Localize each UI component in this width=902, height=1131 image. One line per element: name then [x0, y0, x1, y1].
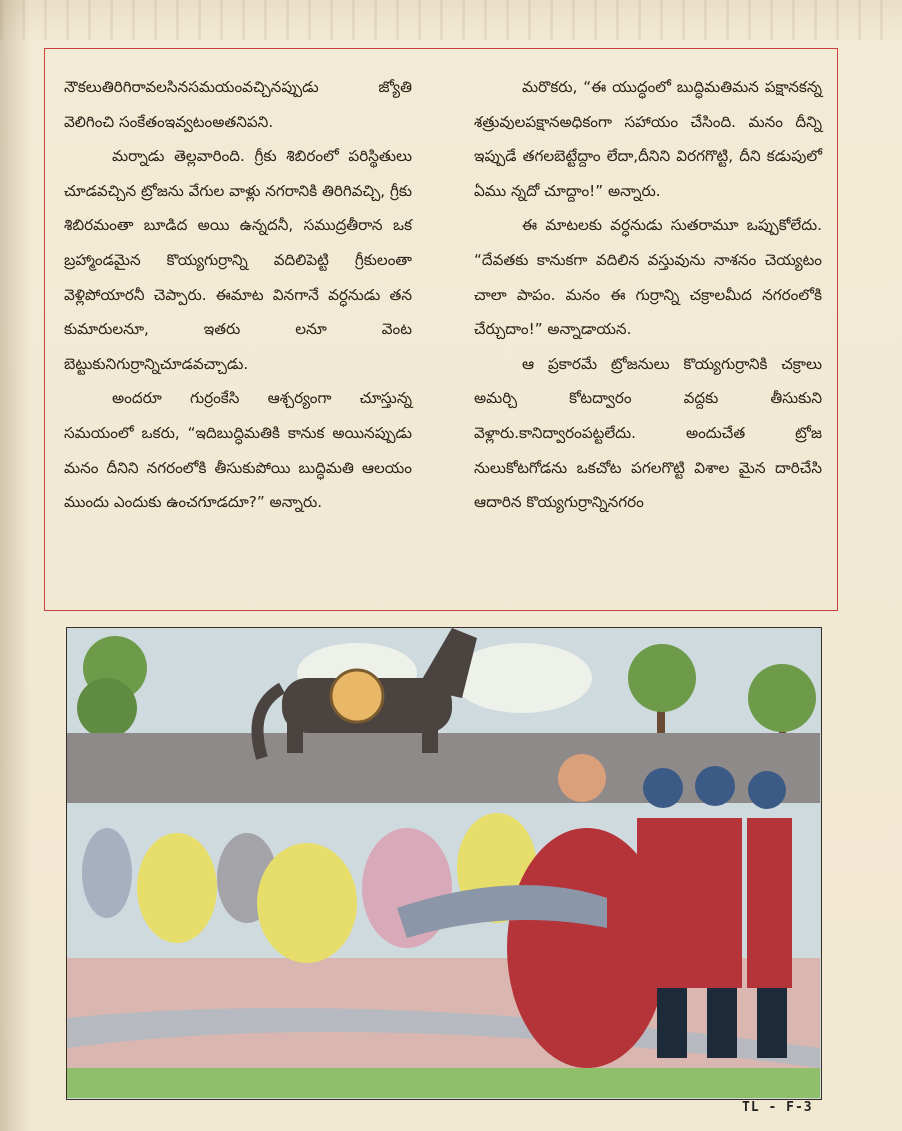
tree-far-right-icon	[748, 664, 816, 732]
helmet-icon	[643, 768, 683, 808]
illustration-canvas	[67, 628, 820, 1098]
paragraph: మరొకరు, “ఈ యుద్ధంలో బుద్ధిమతిమన పక్షానకన్న శత్రువులపక్షానఅధికంగా సహాయం చేసింది. మనం దీన్ని ఇప్పుడే తగలబెట్టేద్దాం లేదా,దీనిని విరగగొట్టి, దీని కడుపులో ఏము న్నదో చూద్దాం!” అన్నారు.	[474, 78, 822, 200]
helmet-icon	[695, 766, 735, 806]
scan-left-shadow	[0, 0, 30, 1131]
text-column-right	[474, 70, 822, 520]
paragraph: ఈ మాటలకు వర్ధనుడు సుతరామూ ఒప్పుకోలేదు. “దేవతకు కానుకగా వదిలిన వస్తువును నాశనం చెయ్యటం చాలా పాపం. మనం ఈ గుర్రాన్ని చక్రాలమీద నగరంలోకి చేర్చుదాం!” అన్నాడాయన.	[474, 216, 822, 339]
scan-top-edge	[0, 0, 902, 40]
grass	[67, 1068, 820, 1098]
trojan-horse-illustration	[66, 627, 822, 1100]
paragraph: ఆ ప్రకారమే ట్రోజనులు కొయ్యగుర్రానికి చక్రాలు అమర్చి కోటద్వారం వద్దకు తీసుకుని వెళ్లారు.కానిద్వారంపట్టలేదు. అందుచేత ట్రోజ నులుకోటగోడను ఒకచోట పగలగొట్టి విశాల మైన దారిచేసి ఆదారిన కొయ్యగుర్రాన్నినగరం	[474, 354, 822, 512]
tree-right-icon	[628, 644, 696, 712]
paragraph: అందరూ గుర్రంకేసి ఆశ్చర్యంగా చూస్తున్న సమయంలో ఒకరు, “ఇదిబుద్ధిమతికి కానుక అయినప్పుడు మనం దీనిని నగరంలోకి తీసుకుపోయి బుద్ధిమతి ఆలయం ముందు ఎందుకు ఉంచగూడదూ?” అన్నారు.	[64, 389, 412, 512]
shield-icon	[331, 670, 383, 722]
tree-left-icon	[77, 678, 137, 738]
helmet-icon	[748, 771, 786, 809]
page-code: TL - F-3	[742, 1100, 813, 1115]
paragraph: మర్నాడు తెల్లవారింది. గ్రీకు శిబిరంలో పరిస్థితులు చూడవచ్చిన ట్రోజను వేగుల వాళ్లు నగరానికి తిరిగివచ్చి, గ్రీకు శిబిరమంతా బూడిద అయి ఉన్నదనీ, సముద్రతీరాన ఒక బ్రహ్మాండమైన కొయ్యగుర్రాన్ని వదిలిపెట్టి గ్రీకులంతా వెళ్లిపోయారనీ చెప్పారు. ఈమాట వినగానే వర్ధనుడు తన కుమారులనూ, ఇతరు లనూ వెంట బెట్టుకునిగుర్రాన్నిచూడవచ్చాడు.	[64, 147, 412, 373]
text-column-left	[64, 70, 412, 520]
paragraph: నౌకలుతిరిగిరావలసినసమయంవచ్చినప్పుడు జ్యోతి వెలిగించి సంకేతంఇవ్వటంఅతనిపని.	[64, 78, 412, 131]
